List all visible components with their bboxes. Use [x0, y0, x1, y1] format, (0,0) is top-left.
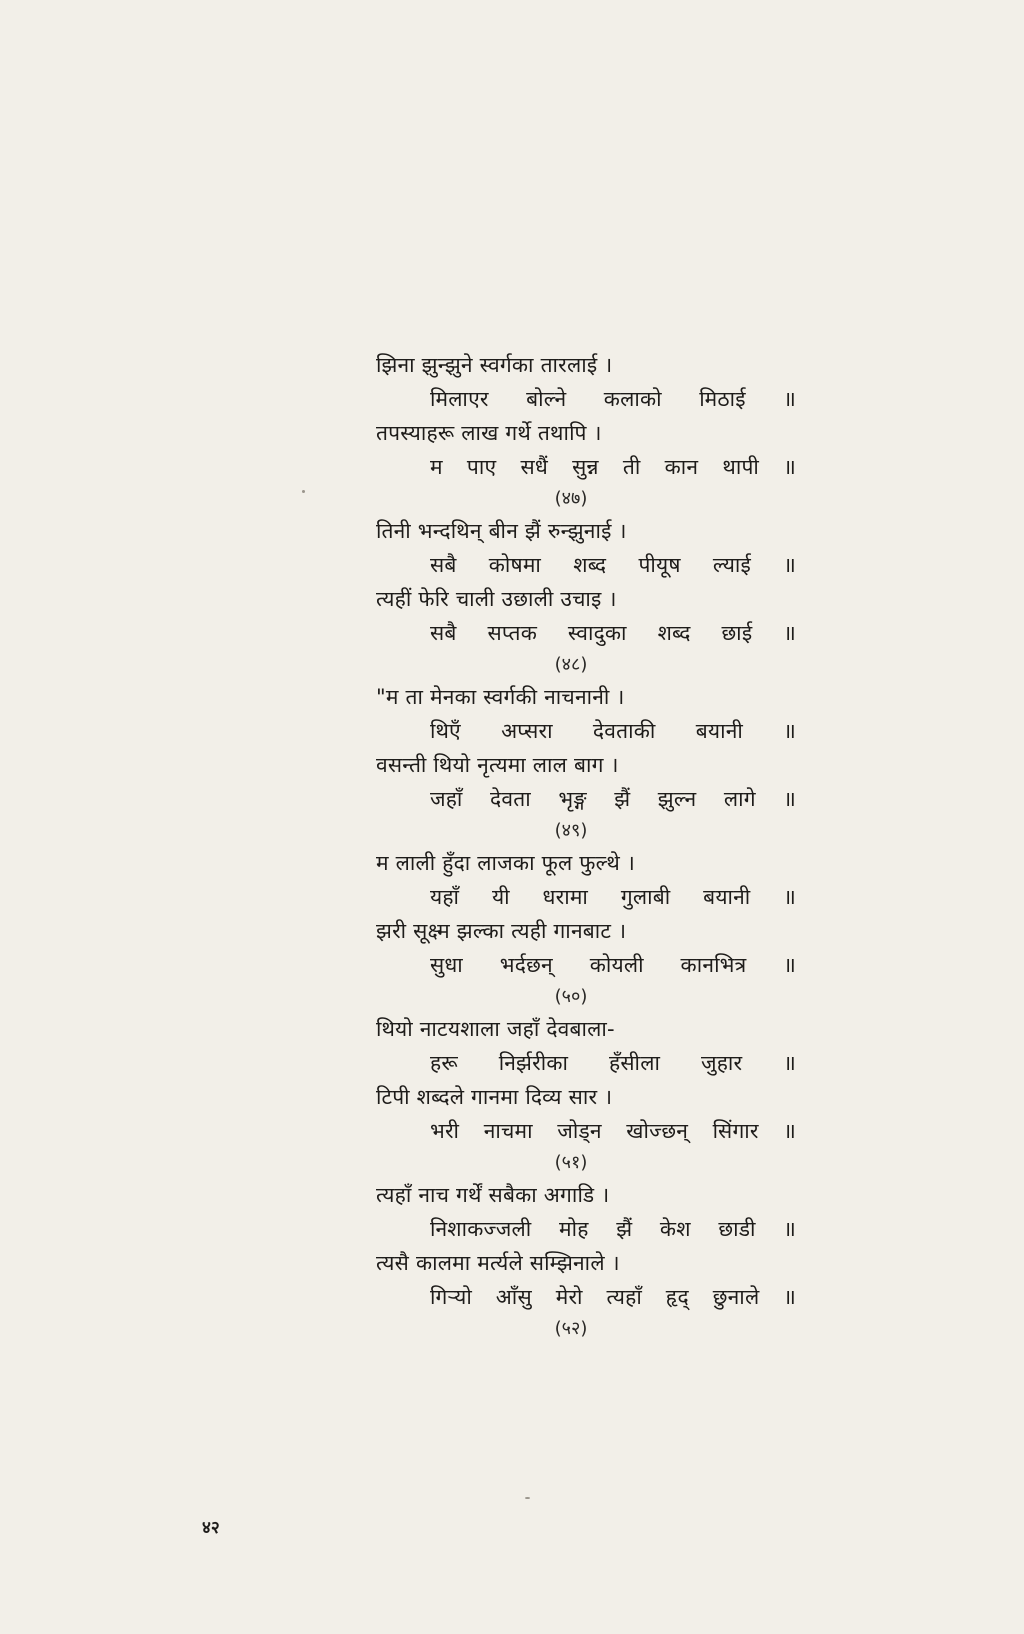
- verse-line: वसन्ती थियो नृत्यमा लाल बाग ।: [376, 753, 619, 777]
- stanza: [376, 846, 796, 1012]
- verse-line: त्यहाँ नाच गर्थें सबैका अगाडि ।: [376, 1183, 610, 1207]
- verse-line: थियो नाटयशाला जहाँ देवबाला-: [376, 1017, 615, 1041]
- verse-number: (४९): [554, 820, 588, 841]
- verse-line: त्यहीं फेरि चाली उछाली उचाइ ।: [376, 587, 617, 611]
- verse-line: झिना झुन्झुने स्वर्गका तारलाई ।: [376, 353, 613, 377]
- verse-line: तपस्याहरू लाख गर्थे तथापि ।: [376, 421, 602, 445]
- verse-line: भरी नाचमा जोड्न खोज्छन् सिंगार ॥: [430, 1119, 796, 1143]
- verse-line: म लाली हुँदा लाजका फूल फुल्थे ।: [376, 851, 636, 875]
- stanza: [376, 1178, 796, 1344]
- verse-line: त्यसै कालमा मर्त्यले सम्झिनाले ।: [376, 1251, 620, 1275]
- stanza: [376, 514, 796, 680]
- verse-line: गिर्‍यो आँसु मेरो त्यहाँ हृद् छुनाले ॥: [430, 1285, 796, 1309]
- verse-line: यहाँ यी धरामा गुलाबी बयानी ॥: [430, 885, 796, 909]
- verse-line: थिएँ अप्सरा देवताकी बयानी ॥: [430, 719, 796, 743]
- verse-number: (५०): [554, 986, 588, 1007]
- stanza: [376, 1012, 796, 1178]
- verse-number: (४७): [554, 488, 588, 509]
- paper-speck: [525, 1497, 530, 1499]
- verse-line: हरू निर्झरीका हँसीला जुहार ॥: [430, 1051, 796, 1075]
- verse-number: (५२): [554, 1318, 588, 1339]
- verse-line: सबै सप्तक स्वादुका शब्द छाई ॥: [430, 621, 796, 645]
- verse-line: झरी सूक्ष्म झल्का त्यही गानबाट ।: [376, 919, 627, 943]
- verse-number: (४८): [554, 654, 588, 675]
- verse-line: जहाँ देवता भृङ्ग झैं झुल्न लागे ॥: [430, 787, 796, 811]
- verse-line: निशाकज्जली मोह झैं केश छाडी ॥: [430, 1217, 796, 1241]
- verse-line: टिपी शब्दले गानमा दिव्य सार ।: [376, 1085, 613, 1109]
- stanza: [376, 680, 796, 846]
- verse-line: मिलाएर बोल्ने कलाको मिठाई ॥: [430, 387, 796, 411]
- verse-number: (५१): [554, 1152, 588, 1173]
- verse-line: म पाए सधैं सुन्न ती कान थापी ॥: [430, 455, 796, 479]
- poem-body: [376, 348, 796, 1344]
- verse-line: तिनी भन्दथिन् बीन झैं रुन्झुनाई ।: [376, 519, 627, 543]
- verse-line: "म ता मेनका स्वर्गकी नाचनानी ।: [376, 685, 625, 709]
- page-number: ४२: [202, 1518, 220, 1538]
- verse-line: सुधा भर्दछन् कोयली कानभित्र ॥: [430, 953, 796, 977]
- paper-speck: [302, 490, 305, 493]
- verse-line: सबै कोषमा शब्द पीयूष ल्याई ॥: [430, 553, 796, 577]
- stanza: [376, 348, 796, 514]
